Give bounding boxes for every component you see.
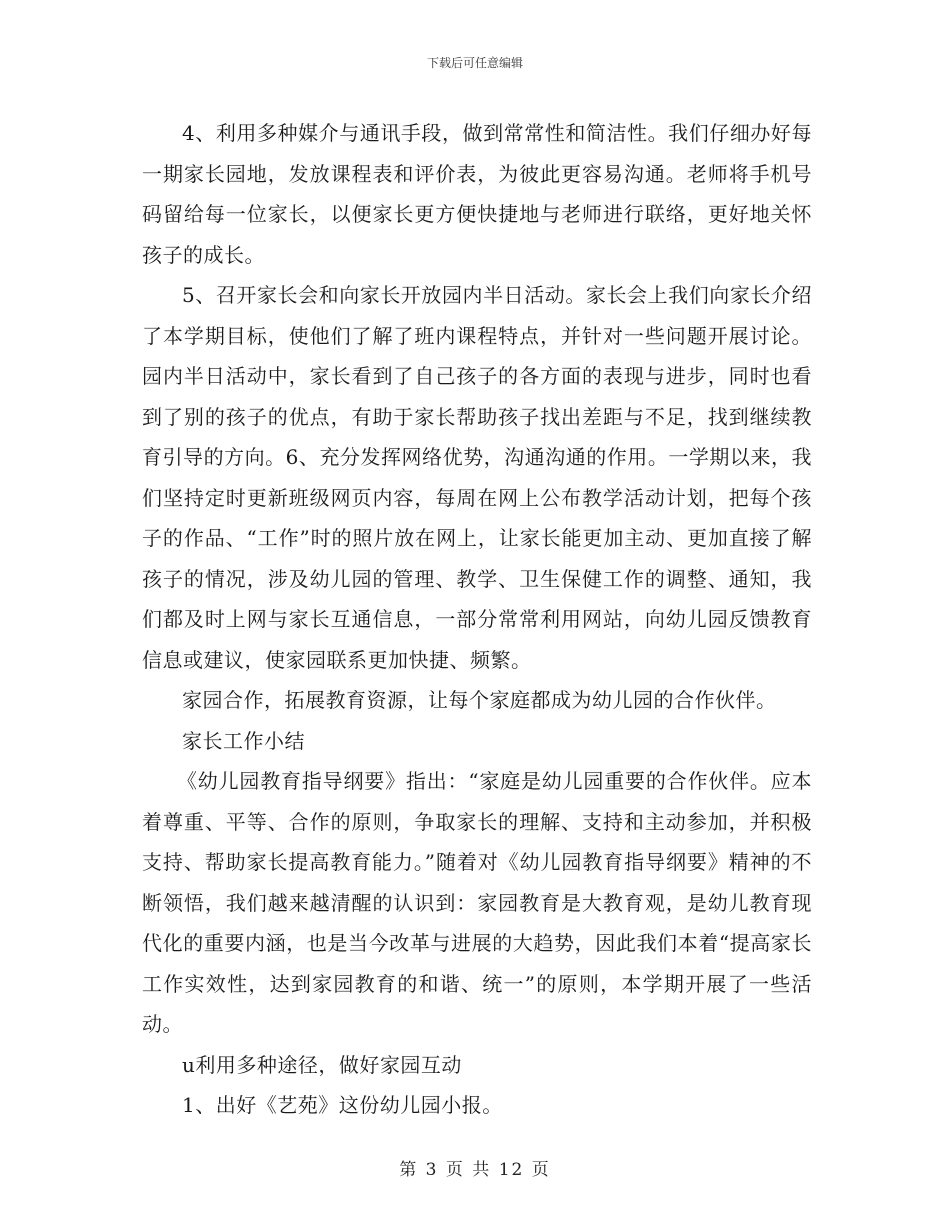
page-header: 下载后可任意编辑 <box>426 56 523 70</box>
page-number-footer: 第 3 页 共 12 页 <box>399 1160 551 1180</box>
paragraph-newsletter: 1、出好《艺苑》这份幼儿园小报。 <box>182 1093 503 1117</box>
paragraph-guidance-outline: 《幼儿园教育指导纲要》指出：“家庭是幼儿园重要的合作伙伴。应本着尊重、平等、合作的原则，争取家长的理解、支持和主动参加，并积极支持、帮助家长提高教育能力。”随着对《幼儿园教育指导纲要》精神的不断领悟，我们越来越清醒的认识到：家园教育是大教育观，是幼儿教育现代化的重要内涵，也是当今改革与进展的大趋势，因此我们本着“提高家长工作实效性，达到家园教育的和谐、统一”的原则，本学期开展了一些活动。 <box>142 769 812 1036</box>
paragraph-media-communication: 4、利用多种媒介与通讯手段，做到常常性和简洁性。我们仔细办好每一期家长园地，发放课程表和评价表，为彼此更容易沟通。老师将手机号码留给每一位家长，以便家长更方便快捷地与老师进行联络，更好地关怀孩子的成长。 <box>142 121 812 267</box>
document-body <box>142 113 812 1126</box>
paragraph-parent-meeting: 5、召开家长会和向家长开放园内半日活动。家长会上我们向家长介绍了本学期目标，使他们了解了班内课程特点，并针对一些问题开展讨论。园内半日活动中，家长看到了自己孩子的各方面的表现与进步，同时也看到了别的孩子的优点，有助于家长帮助孩子找出差距与不足，找到继续教育引导的方向。6、充分发挥网络优势，沟通沟通的作用。一学期以来，我们坚持定时更新班级网页内容，每周在网上公布教学活动计划，把每个孩子的作品、“工作”时的照片放在网上，让家长能更加主动、更加直接了解孩子的情况，涉及幼儿园的管理、教学、卫生保健工作的调整、通知，我们都及时上网与家长互通信息，一部分常常利用网站，向幼儿园反馈教育信息或建议，使家园联系更加快捷、频繁。 <box>142 283 812 672</box>
section-heading-parent-work-summary: 家长工作小结 <box>182 728 305 753</box>
paragraph-multiple-channels: u利用多种途径，做好家园互动 <box>182 1052 462 1077</box>
paragraph-home-school-cooperation: 家园合作，拓展教育资源，让每个家庭都成为幼儿园的合作伙伴。 <box>182 688 777 712</box>
